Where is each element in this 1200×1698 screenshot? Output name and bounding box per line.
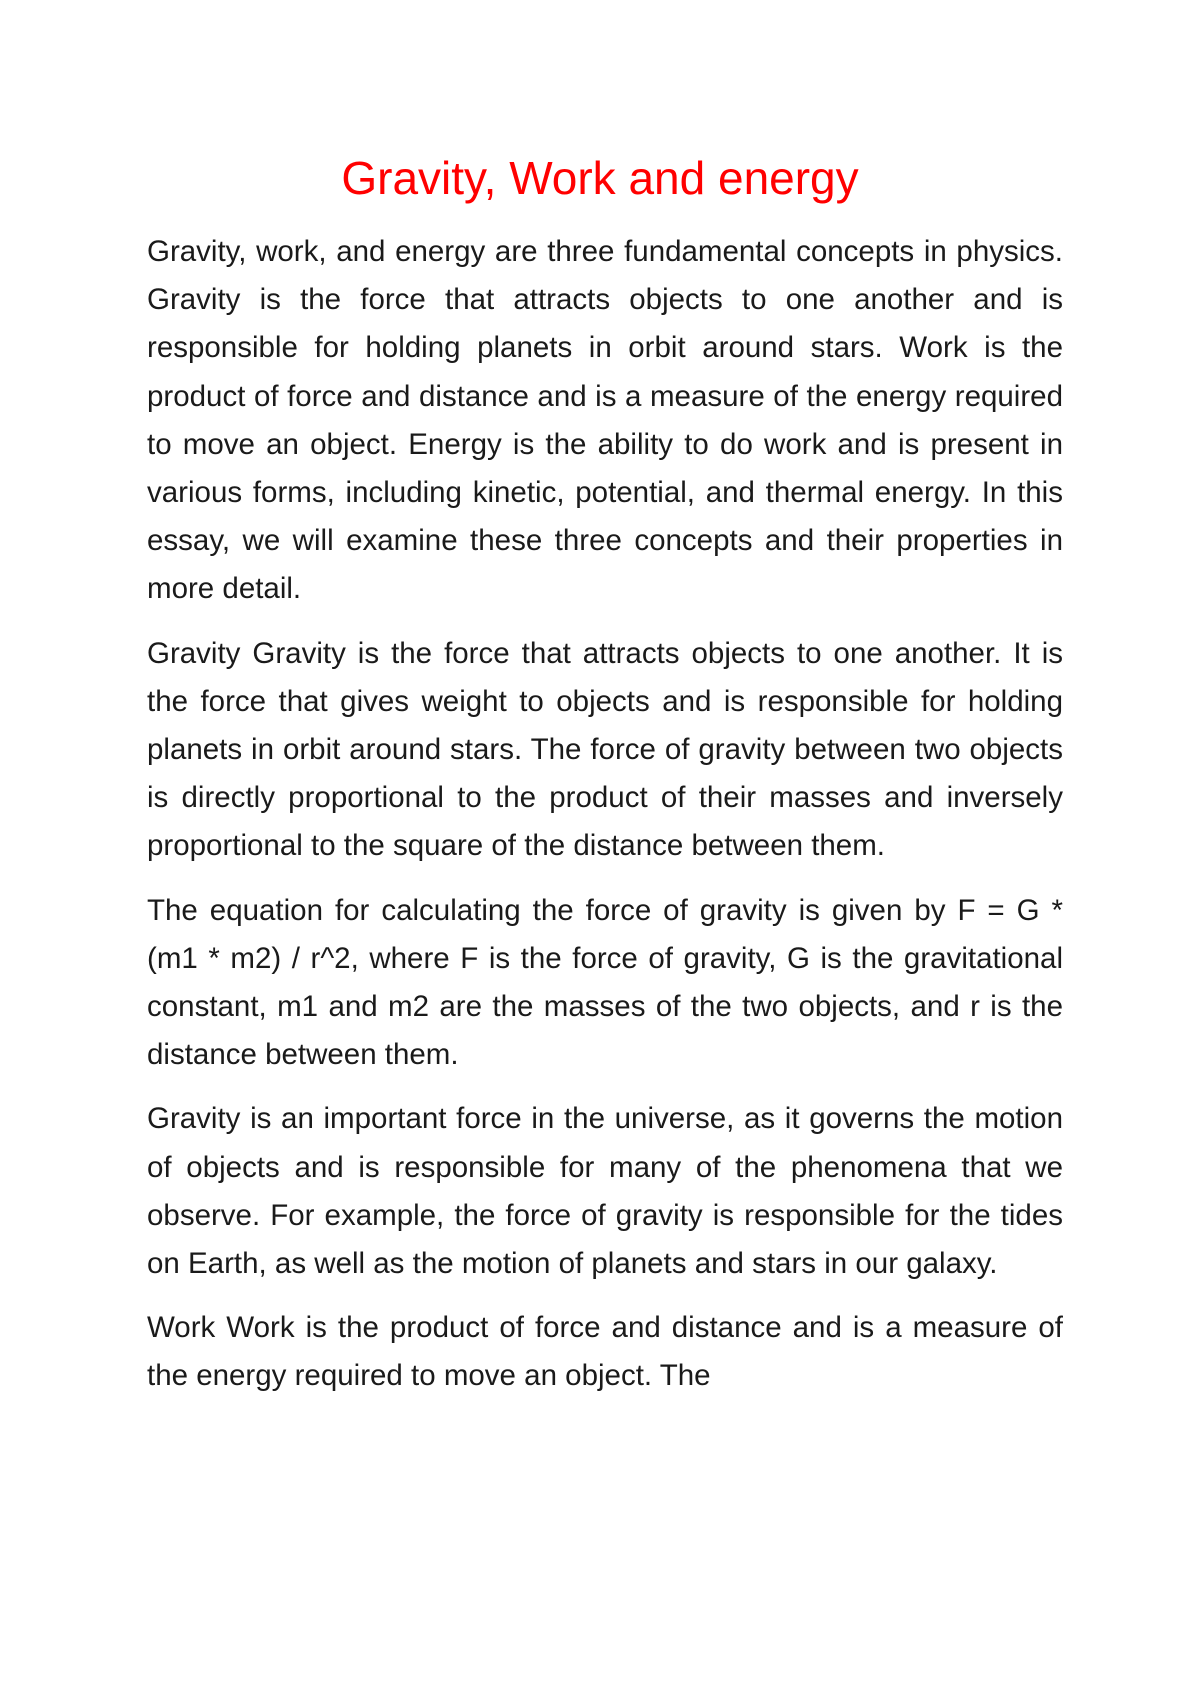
paragraph-work: Work Work is the product of force and distance and is a measure of the energy required to move an object. The <box>147 1311 1063 1393</box>
paragraph-intro: Gravity, work, and energy are three fundamental concepts in physics. Gravity is the force that attracts objects to one another and is responsible for holding planets in orbit around stars. Work is the product of force and distance and is a measure of the energy required to move an object. Energy is the ability to do work and is present in various forms, including kinetic, potential, and thermal energy. In this essay, we will examine these three concepts and their properties in more detail. <box>147 235 1063 606</box>
paragraph-gravity: Gravity Gravity is the force that attracts objects to one another. It is the force that gives weight to objects and is responsible for holding planets in orbit around stars. The force of gravity between two objects is directly proportional to the product of their masses and inversely proportional to the square of the distance between them. <box>147 636 1063 863</box>
document-body <box>147 228 1063 1417</box>
paragraph-gravity-equation: The equation for calculating the force of gravity is given by F = G * (m1 * m2) / r^2, where F is the force of gravity, G is the gravitational constant, m1 and m2 are the masses of the two objects, and r is the distance between them. <box>147 893 1063 1072</box>
paragraph-gravity-importance: Gravity is an important force in the universe, as it governs the motion of objects and is responsible for many of the phenomena that we observe. For example, the force of gravity is responsible for the tides on Earth, as well as the motion of planets and stars in our galaxy. <box>147 1102 1063 1281</box>
page-title: Gravity, Work and energy <box>341 152 859 204</box>
